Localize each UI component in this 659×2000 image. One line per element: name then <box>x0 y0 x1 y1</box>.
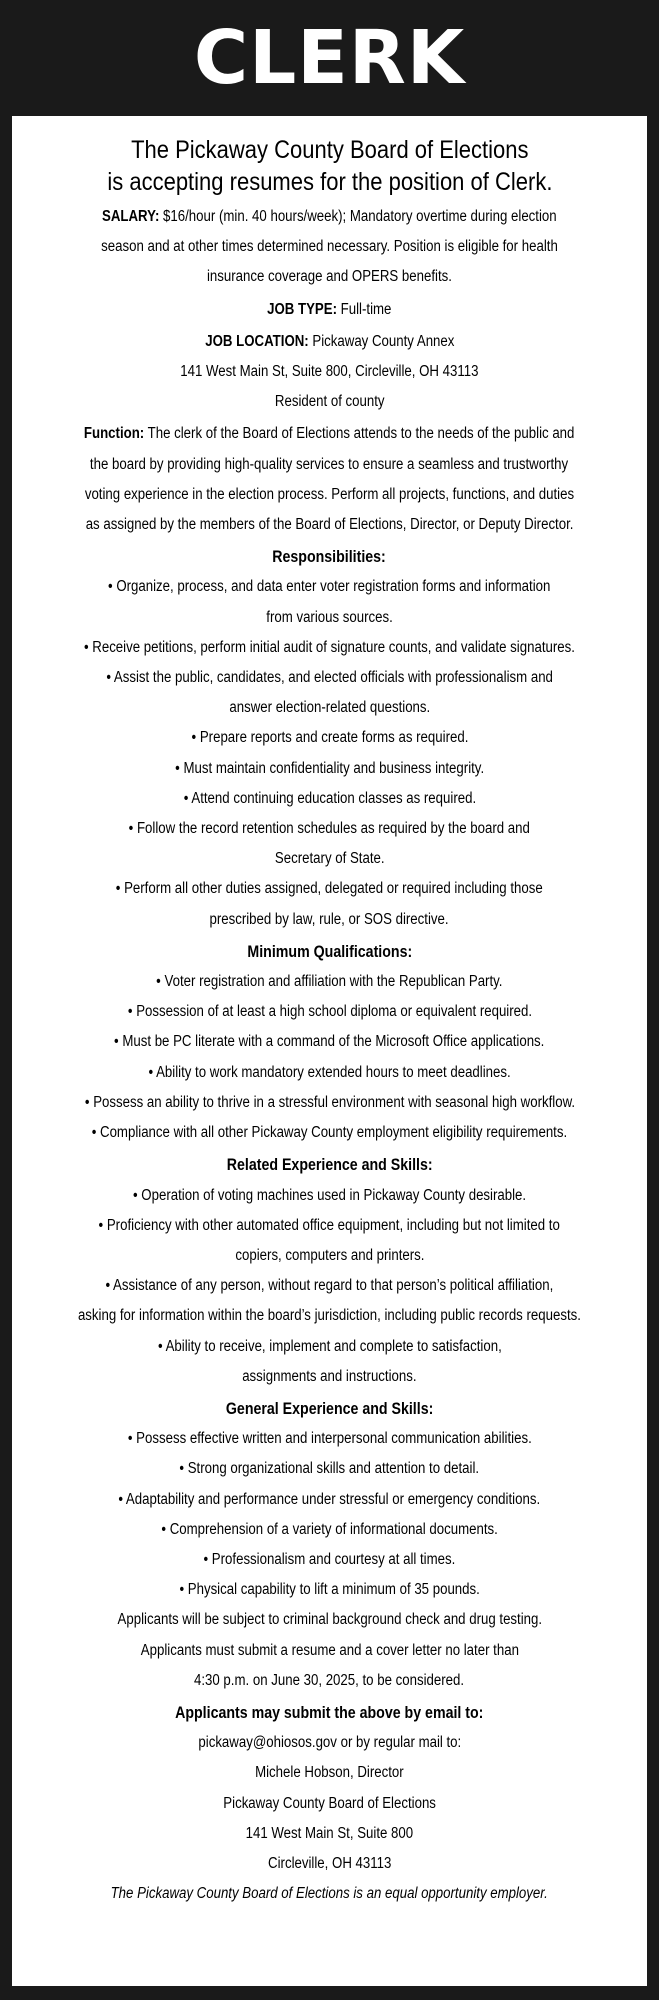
job-location-line-2: 141 West Main St, Suite 800, Circleville, OH 43113 <box>180 363 479 381</box>
function-line-2: the board by providing high-quality services to ensure a seamless and trustworthy <box>90 455 569 473</box>
salary-line-2: season and at other times determined necessary. Position is eligible for health <box>101 238 558 256</box>
contact-name: Michele Hobson, Director <box>255 1764 404 1782</box>
email-line: pickaway@ohiosos.gov or by regular mail to: <box>198 1734 461 1752</box>
list-item: prescribed by law, rule, or SOS directive. <box>209 910 450 928</box>
list-item: • Physical capability to lift a minimum of 35 pounds. <box>179 1581 480 1599</box>
list-item: • Prepare reports and create forms as required. <box>191 729 468 747</box>
list-item: • Must maintain confidentiality and business integrity. <box>175 759 484 777</box>
job-location-line-3: Resident of county <box>274 393 385 411</box>
list-item: • Professionalism and courtesy at all times. <box>203 1550 456 1568</box>
list-item: • Strong organizational skills and attention to detail. <box>179 1460 480 1478</box>
list-item: • Organize, process, and data enter voter registration forms and information <box>108 578 551 596</box>
minimum-qualifications-heading: Minimum Qualifications: <box>247 942 412 961</box>
related-experience-heading: Related Experience and Skills: <box>226 1156 433 1175</box>
list-item: • Ability to receive, implement and complete to satisfaction, <box>157 1337 502 1355</box>
salary-line-3: insurance coverage and OPERS benefits. <box>206 268 453 286</box>
job-type: JOB TYPE: Full-time <box>267 300 392 318</box>
function-label: Function: <box>84 425 145 443</box>
deadline-line-1: Applicants must submit a resume and a cover letter no later than <box>140 1641 519 1659</box>
function-line-1: Function: The clerk of the Board of Elections attends to the needs of the public and <box>84 425 575 443</box>
eoe-statement: The Pickaway County Board of Elections is an equal opportunity employer. <box>110 1885 549 1903</box>
intro-line-2: is accepting resumes for the position of Clerk. <box>106 168 553 196</box>
list-item: • Adaptability and performance under stressful or emergency conditions. <box>118 1490 541 1508</box>
list-item: from various sources. <box>266 608 393 626</box>
mailing-city: Circleville, OH 43113 <box>267 1854 392 1872</box>
list-item: • Perform all other duties assigned, delegated or required including those <box>116 880 543 898</box>
function-line-4: as assigned by the members of the Board of Elections, Director, or Deputy Director. <box>85 516 574 534</box>
ad-body <box>12 116 647 1986</box>
list-item: • Operation of voting machines used in Pickaway County desirable. <box>132 1186 527 1204</box>
deadline-line-2: 4:30 p.m. on June 30, 2025, to be considered. <box>194 1671 465 1689</box>
list-item: • Assist the public, candidates, and elected officials with professionalism and <box>106 669 553 687</box>
list-item: copiers, computers and printers. <box>234 1246 425 1264</box>
list-item: • Receive petitions, perform initial audit of signature counts, and validate signatures. <box>84 638 575 656</box>
mailing-org: Pickaway County Board of Elections <box>223 1794 436 1812</box>
responsibilities-heading: Responsibilities: <box>272 548 387 567</box>
salary-line-1: SALARY: $16/hour (min. 40 hours/week); Mandatory overtime during election <box>102 208 557 225</box>
list-item: • Must be PC literate with a command of the Microsoft Office applications. <box>114 1033 545 1051</box>
job-location-line-1: JOB LOCATION: Pickaway County Annex <box>204 332 455 350</box>
list-item: • Ability to work mandatory extended hours to meet deadlines. <box>148 1063 511 1081</box>
ad-title: CLERK <box>193 15 466 101</box>
job-location-label: JOB LOCATION: <box>204 332 309 350</box>
list-item: • Assistance of any person, without regard to that person’s political affiliation, <box>105 1277 554 1295</box>
list-item: assignments and instructions. <box>242 1367 417 1385</box>
list-item: • Attend continuing education classes as required. <box>183 789 476 807</box>
list-item: • Comprehension of a variety of informational documents. <box>161 1520 498 1538</box>
list-item: answer election-related questions. <box>229 699 430 717</box>
list-item: Secretary of State. <box>274 850 385 868</box>
salary-label: SALARY: <box>102 208 160 225</box>
mailing-street: 141 West Main St, Suite 800 <box>245 1824 414 1842</box>
list-item: • Possess an ability to thrive in a stressful environment with seasonal high workflow. <box>84 1093 575 1111</box>
general-experience-heading: General Experience and Skills: <box>225 1399 434 1418</box>
list-item: • Voter registration and affiliation with the Republican Party. <box>156 973 503 991</box>
list-item: • Possession of at least a high school diploma or equivalent required. <box>127 1003 532 1021</box>
screening-note: Applicants will be subject to criminal background check and drug testing. <box>117 1611 542 1629</box>
submission-heading: Applicants may submit the above by email to: <box>175 1703 484 1722</box>
intro-line-1: The Pickaway County Board of Elections <box>130 136 529 164</box>
list-item: asking for information within the board’s jurisdiction, including public records requests. <box>78 1307 581 1325</box>
list-item: • Possess effective written and interpersonal communication abilities. <box>127 1430 532 1448</box>
function-line-3: voting experience in the election process. Perform all projects, functions, and duties <box>84 485 575 503</box>
list-item: • Follow the record retention schedules as required by the board and <box>128 820 531 838</box>
job-type-label: JOB TYPE: <box>267 300 338 318</box>
list-item: • Proficiency with other automated office equipment, including but not limited to <box>98 1216 561 1234</box>
list-item: • Compliance with all other Pickaway County employment eligibility requirements. <box>91 1124 568 1142</box>
